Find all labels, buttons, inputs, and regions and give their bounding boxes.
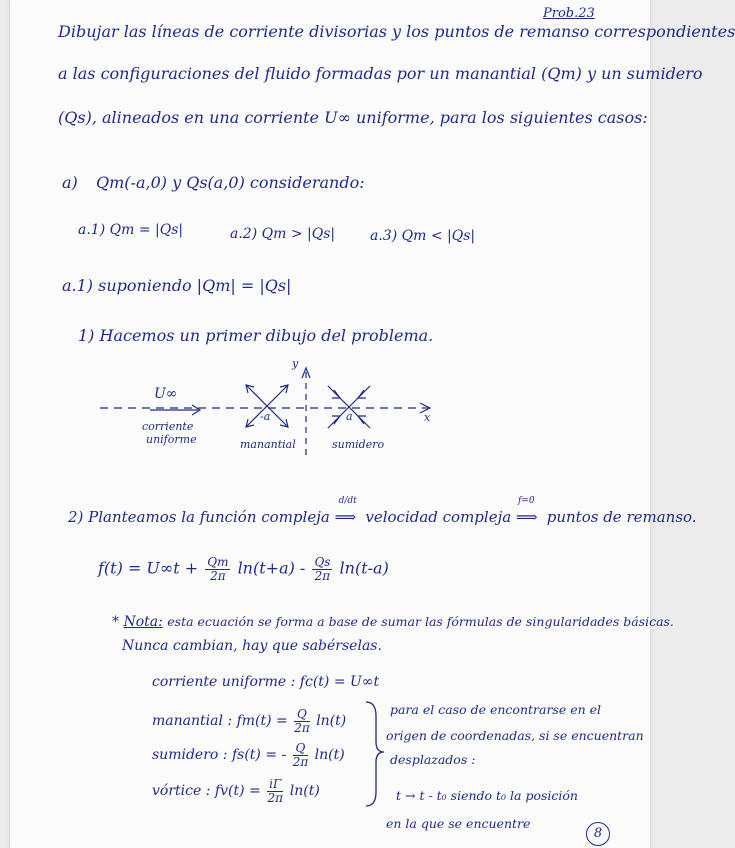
case-a1: a.1) Qm = |Qs| (78, 222, 184, 238)
source-lhs: manantial : (152, 713, 233, 730)
side-note-2: origen de coordenadas, si se encuentran (386, 728, 644, 743)
side-note-3: desplazados : (390, 752, 476, 767)
intro-line-3: (Qs), alineados en una corriente U∞ uniforme, para los siguientes casos: (58, 108, 648, 127)
eq-term-1: ln(t+a) - (237, 558, 306, 578)
vortex-den: 2π (267, 790, 284, 805)
problem-reference: Prob.23 (543, 6, 595, 21)
section-a1-heading: a.1) suponiendo |Qm| = |Qs| (62, 276, 292, 295)
nota-text-1: esta ecuación se forma a base de sumar las fórmulas de singularidades básicas. (167, 614, 674, 629)
source-rhs: ln(t) (316, 713, 347, 730)
intro-line-1: Dibujar las líneas de corriente divisorias y los puntos de remanso correspondientes (58, 22, 735, 41)
eq-frac-2-den: 2π (314, 568, 331, 583)
vortex-rhs: ln(t) (289, 783, 320, 800)
y-axis-label: y (292, 357, 299, 370)
sink-position: a (346, 410, 353, 423)
eq-frac-1-den: 2π (210, 568, 226, 583)
eq-frac-2-num: Qs (314, 555, 331, 569)
side-note-4 (396, 788, 578, 803)
sink-num: Q (293, 742, 309, 756)
nota-label: Nota: (123, 614, 163, 630)
flow-caption-1: corriente (142, 420, 194, 433)
nota-line-2: Nunca cambian, hay que sabérselas. (122, 638, 382, 654)
zero-label: f=0 (517, 496, 535, 506)
vortex-num: iΓ (269, 777, 282, 791)
derivative-label: d/dt (338, 496, 357, 506)
vortex-fn: fv(t) = (214, 783, 261, 800)
sink-den: 2π (292, 754, 309, 769)
case-a-label: a) (62, 173, 78, 192)
step-2-start: 2) Planteamos la función compleja (68, 508, 330, 526)
uniform-lhs: corriente uniforme : (152, 674, 296, 690)
case-a-statement: Qm(-a,0) y Qs(a,0) considerando: (96, 173, 365, 192)
side-note-5: en la que se encuentre (386, 816, 531, 831)
intro-line-2: a las configuraciones del fluido formadas por un manantial (Qm) y un sumidero (58, 64, 703, 83)
uniform-rhs: fc(t) = U∞t (299, 674, 380, 690)
side-note-1: para el caso de encontrarse en el (390, 702, 602, 717)
arrow-derivative: d/dt ⟹ (334, 496, 357, 526)
case-a2: a.2) Qm > |Qs| (230, 226, 336, 242)
curly-brace (10, 0, 650, 848)
arrow-zero: f=0 ⟹ (515, 496, 538, 526)
eq-lhs: f(t) = U∞t + (98, 558, 199, 578)
source-den: 2π (294, 720, 310, 735)
source-label: manantial (240, 438, 296, 451)
nota-marker: * (112, 614, 119, 630)
flow-caption-2: uniforme (146, 433, 197, 446)
side-note-4-rest: siendo t₀ la posición (450, 788, 578, 803)
step-1: 1) Hacemos un primer dibujo del problema. (78, 326, 434, 345)
sink-label: sumidero (332, 438, 385, 451)
vortex-lhs: vórtice : (152, 783, 211, 800)
x-axis-label: x (424, 411, 431, 424)
source-num: Q (294, 708, 310, 722)
source-fn: fm(t) = (236, 713, 288, 730)
page-number-badge: 8 (586, 822, 610, 846)
side-note-4-expr: t → t - t₀ (396, 788, 447, 803)
flow-label: U∞ (154, 386, 178, 402)
sink-lhs: sumidero : (152, 747, 228, 764)
source-position: -a (260, 410, 271, 423)
sink-fn: fs(t) = - (231, 747, 287, 764)
step-2-end: puntos de remanso. (546, 508, 697, 526)
case-a3: a.3) Qm < |Qs| (370, 228, 476, 244)
eq-frac-1-num: Qm (207, 555, 229, 569)
eq-term-2: ln(t-a) (339, 558, 389, 578)
notebook-page (10, 0, 735, 848)
step-2-mid: velocidad compleja (365, 508, 512, 526)
sink-rhs: ln(t) (314, 747, 345, 764)
